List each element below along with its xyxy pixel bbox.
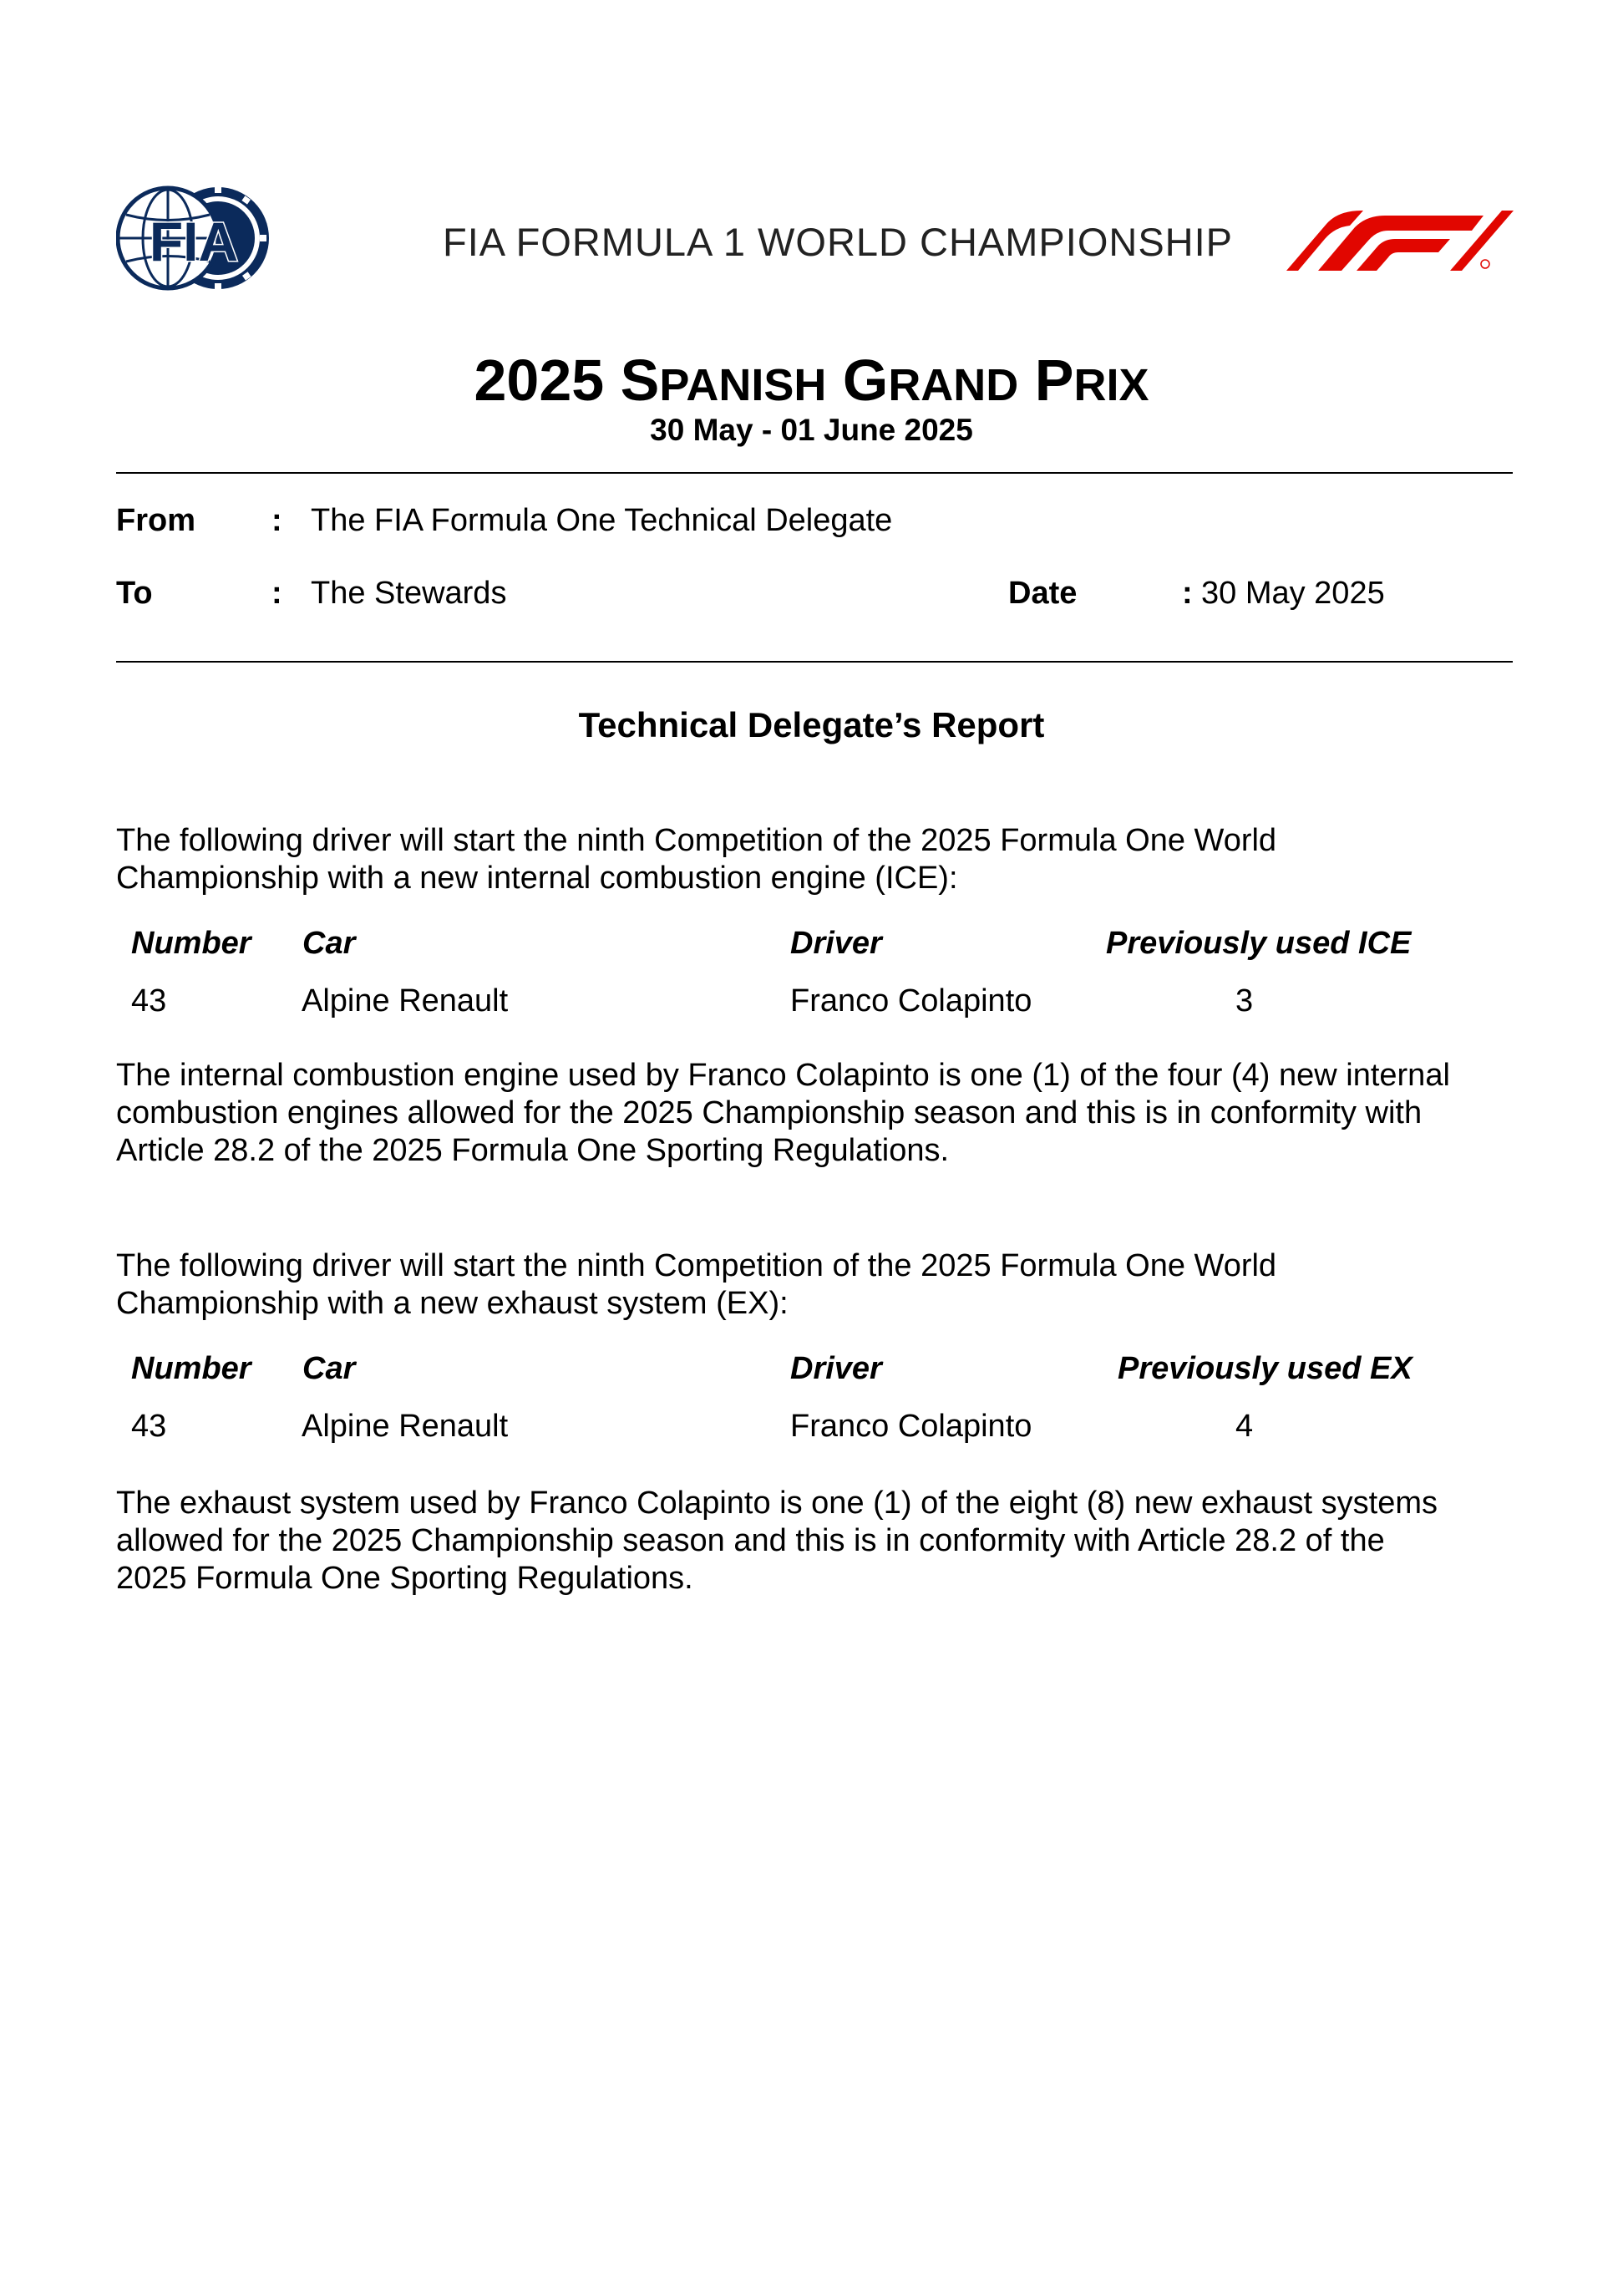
divider — [116, 472, 1513, 474]
f1-logo — [1286, 209, 1514, 271]
ex-row-previous: 4 — [1235, 1409, 1254, 1444]
to-colon: : — [271, 576, 282, 611]
from-label: From — [116, 503, 195, 538]
from-value: The FIA Formula One Technical Delegate — [311, 503, 893, 538]
ice-col-car: Car — [302, 926, 356, 961]
event-word-1: SPANISH — [620, 348, 827, 413]
ex-row-driver: Franco Colapinto — [790, 1409, 1032, 1444]
ex-row-number: 43 — [131, 1409, 167, 1444]
event-word-2: GRAND — [842, 348, 1019, 413]
ice-row-number: 43 — [131, 983, 167, 1018]
ex-col-previous: Previously used EX — [1118, 1351, 1413, 1386]
ice-row-previous: 3 — [1235, 983, 1254, 1018]
date-label: Date — [1008, 576, 1078, 611]
event-title — [0, 347, 1623, 414]
ex-col-car: Car — [302, 1351, 356, 1386]
from-colon: : — [271, 503, 282, 538]
ice-col-previous: Previously used ICE — [1106, 926, 1412, 961]
fia-logo-lettering: FIA — [149, 211, 239, 272]
fia-logo — [116, 185, 271, 291]
ex-row-car: Alpine Renault — [302, 1409, 509, 1444]
ex-col-driver: Driver — [790, 1351, 882, 1386]
ice-note: The internal combustion engine used by Franco Colapinto is one (1) of the four (4) new internal combustion engines allowed for the 2025 Championship season and this is in conformity with Article 28.2 of the 2025 Formula One Sporting Regulations. — [116, 1058, 1450, 1168]
ice-intro: The following driver will start the ninth Competition of the 2025 Formula One World Championship with a new internal combustion engine (ICE): — [116, 823, 1277, 896]
ex-intro: The following driver will start the ninth Competition of the 2025 Formula One World Championship with a new exhaust system (EX): — [116, 1248, 1277, 1321]
event-word-3: PRIX — [1034, 348, 1149, 413]
event-dates: 30 May - 01 June 2025 — [650, 413, 973, 447]
ice-col-driver: Driver — [790, 926, 882, 961]
ex-col-number: Number — [131, 1351, 251, 1386]
ice-row-driver: Franco Colapinto — [790, 983, 1032, 1018]
date-value: 30 May 2025 — [1201, 576, 1385, 611]
report-title: Technical Delegate’s Report — [578, 705, 1045, 744]
ice-col-number: Number — [131, 926, 251, 961]
divider — [116, 661, 1513, 663]
to-label: To — [116, 576, 153, 611]
ex-note: The exhaust system used by Franco Colapinto is one (1) of the eight (8) new exhaust systems allowed for the 2025 Championship season and this is in conformity with Article 28.2 of the 2025 Formula One Sporting Regulations. — [116, 1486, 1438, 1596]
date-colon: : — [1182, 576, 1193, 611]
event-year: 2025 — [474, 348, 605, 413]
championship-title: FIA FORMULA 1 WORLD CHAMPIONSHIP — [443, 220, 1234, 264]
ice-row-car: Alpine Renault — [302, 983, 509, 1018]
to-value: The Stewards — [311, 576, 507, 611]
